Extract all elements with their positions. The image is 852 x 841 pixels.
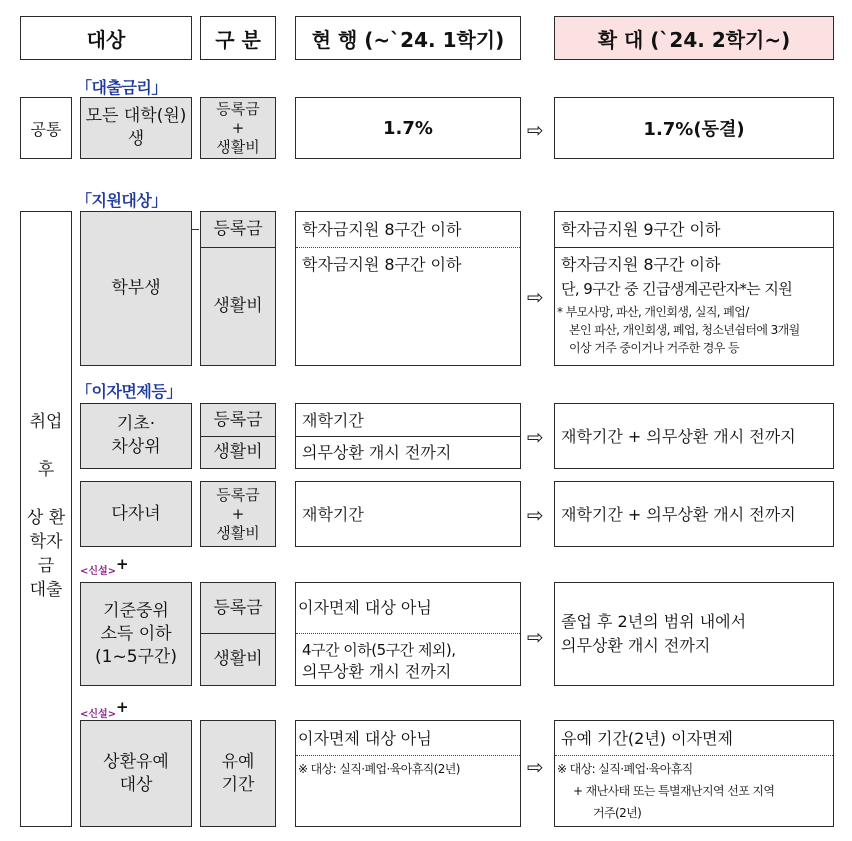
deferral-expanded-note-1: ※ 대상: 실직·폐업·육아휴직	[557, 762, 693, 776]
deferral-current-note: ※ 대상: 실직·폐업·육아휴직(2년)	[298, 762, 460, 776]
median-division-cell	[200, 582, 276, 686]
row-divider	[555, 247, 833, 248]
rate-target-cell	[80, 97, 192, 159]
header-current	[295, 16, 521, 60]
median-expanded-cell	[554, 582, 834, 686]
arrow-icon: ⇨	[527, 755, 544, 779]
section-title-support: 「지원대상」	[76, 191, 167, 210]
median-division-living: 생활비	[213, 649, 263, 669]
undergrad-expanded-note-2: 본인 파산, 개인회생, 폐업, 청소년쉼터에 3개월	[569, 323, 800, 337]
deferral-expanded-1: 유예 기간(2년) 이자면제	[561, 729, 733, 748]
multi-division-label: 등록금 + 생활비	[216, 485, 260, 542]
rate-group-label: 공통	[30, 119, 62, 139]
rate-expanded-cell	[554, 97, 834, 159]
median-target-cell	[80, 582, 192, 686]
median-current-1: 이자면제 대상 아님	[298, 598, 432, 617]
rate-division-label: 등록금 + 생활비	[216, 99, 260, 156]
arrow-icon: ⇨	[527, 625, 544, 649]
basic-current-1: 재학기간	[302, 411, 364, 430]
arrow-icon: ⇨	[527, 118, 544, 142]
header-division-label: 구 분	[215, 27, 261, 52]
row-divider	[296, 755, 520, 756]
header-target	[20, 16, 192, 60]
rate-current-label: 1.7%	[383, 117, 433, 139]
deferral-expanded-note-3: 거주(2년)	[593, 806, 642, 820]
deferral-expanded-cell	[554, 720, 834, 827]
basic-division-living: 생활비	[213, 442, 263, 462]
header-expanded	[554, 16, 834, 60]
basic-division-tuition: 등록금	[213, 409, 263, 430]
section-title-rate: 「대출금리」	[76, 78, 167, 97]
basic-current-cell	[295, 403, 521, 469]
connector-line	[192, 229, 199, 230]
undergrad-current-living: 학자금지원 8구간 이하	[302, 255, 462, 274]
arrow-icon: ⇨	[527, 425, 544, 449]
rate-group-cell	[20, 97, 72, 159]
undergrad-expanded-note-1: * 부모사망, 파산, 개인회생, 실직, 폐업/	[557, 305, 749, 319]
rate-expanded-label: 1.7%(동결)	[643, 119, 745, 140]
rate-division-cell	[200, 97, 276, 159]
row-divider	[296, 436, 520, 437]
row-divider	[555, 755, 833, 756]
median-target-label: 기준중위 소득 이하 (1~5구간)	[95, 600, 177, 667]
median-current-2: 4구간 이하(5구간 제외),	[302, 641, 456, 659]
median-expanded-2: 의무상환 개시 전까지	[561, 636, 711, 655]
median-current-cell	[295, 582, 521, 686]
undergrad-expanded-living-1: 학자금지원 8구간 이하	[561, 255, 721, 274]
multi-target-cell	[80, 481, 192, 547]
multi-target-label: 다자녀	[111, 503, 161, 524]
multi-expanded-text: 재학기간 + 의무상환 개시 전까지	[561, 505, 796, 524]
undergrad-expanded-living-2: 단, 9구간 중 긴급생계곤란자*는 지원	[561, 280, 793, 298]
new-plus-icon: +	[116, 555, 129, 573]
rate-target-label: 모든 대학(원)생	[85, 106, 187, 149]
undergrad-target-label: 학부생	[111, 278, 161, 298]
undergrad-expanded-note-3: 이상 거주 중이거나 거주한 경우 등	[569, 341, 739, 355]
multi-current-cell	[295, 481, 521, 547]
undergrad-current-cell	[295, 211, 521, 366]
median-current-3: 의무상환 개시 전까지	[302, 662, 452, 681]
deferral-target-label: 상환유예 대상	[103, 751, 169, 795]
arrow-icon: ⇨	[527, 503, 544, 527]
undergrad-target-cell	[80, 211, 192, 366]
undergrad-division-cell	[200, 211, 276, 366]
arrow-icon: ⇨	[527, 285, 544, 309]
deferral-expanded-note-2: + 재난사태 또는 특별재난지역 선포 지역	[573, 784, 775, 798]
undergrad-current-tuition: 학자금지원 8구간 이하	[302, 220, 462, 239]
basic-expanded-cell	[554, 403, 834, 469]
undergrad-division-tuition: 등록금	[213, 219, 263, 239]
basic-target-cell	[80, 403, 192, 469]
basic-target-label: 기초· 차상위	[111, 414, 161, 457]
undergrad-expanded-tuition: 학자금지원 9구간 이하	[561, 220, 721, 239]
basic-current-2: 의무상환 개시 전까지	[302, 443, 452, 462]
median-division-tuition: 등록금	[213, 597, 263, 618]
median-expanded-1: 졸업 후 2년의 범위 내에서	[561, 612, 747, 631]
loan-group-cell	[20, 211, 72, 827]
row-divider	[296, 633, 520, 634]
multi-division-cell	[200, 481, 276, 547]
new-plus-icon: +	[116, 698, 129, 716]
new-tag: <신설>	[80, 709, 117, 720]
basic-expanded-text: 재학기간 + 의무상환 개시 전까지	[561, 427, 796, 446]
new-tag: <신설>	[80, 566, 117, 577]
basic-division-cell	[200, 403, 276, 469]
header-target-label: 대상	[86, 27, 126, 52]
header-current-label: 현 행 (~`24. 1학기)	[311, 27, 505, 52]
multi-expanded-cell	[554, 481, 834, 547]
row-divider	[296, 247, 520, 248]
header-expanded-label: 확 대 (`24. 2학기~)	[597, 27, 791, 52]
deferral-current-1: 이자면제 대상 아님	[298, 729, 432, 748]
undergrad-division-living: 생활비	[213, 296, 263, 316]
multi-current-text: 재학기간	[302, 505, 364, 524]
loan-group-label: 취업 후 상 환 학자 금 대출	[26, 412, 66, 600]
section-title-exemption: 「이자면제등」	[76, 382, 182, 401]
rate-current-cell	[295, 97, 521, 159]
deferral-division-label: 유예 기간	[221, 751, 255, 795]
header-division	[200, 16, 276, 60]
deferral-division-cell	[200, 720, 276, 827]
deferral-target-cell	[80, 720, 192, 827]
deferral-current-cell	[295, 720, 521, 827]
undergrad-expanded-cell	[554, 211, 834, 366]
